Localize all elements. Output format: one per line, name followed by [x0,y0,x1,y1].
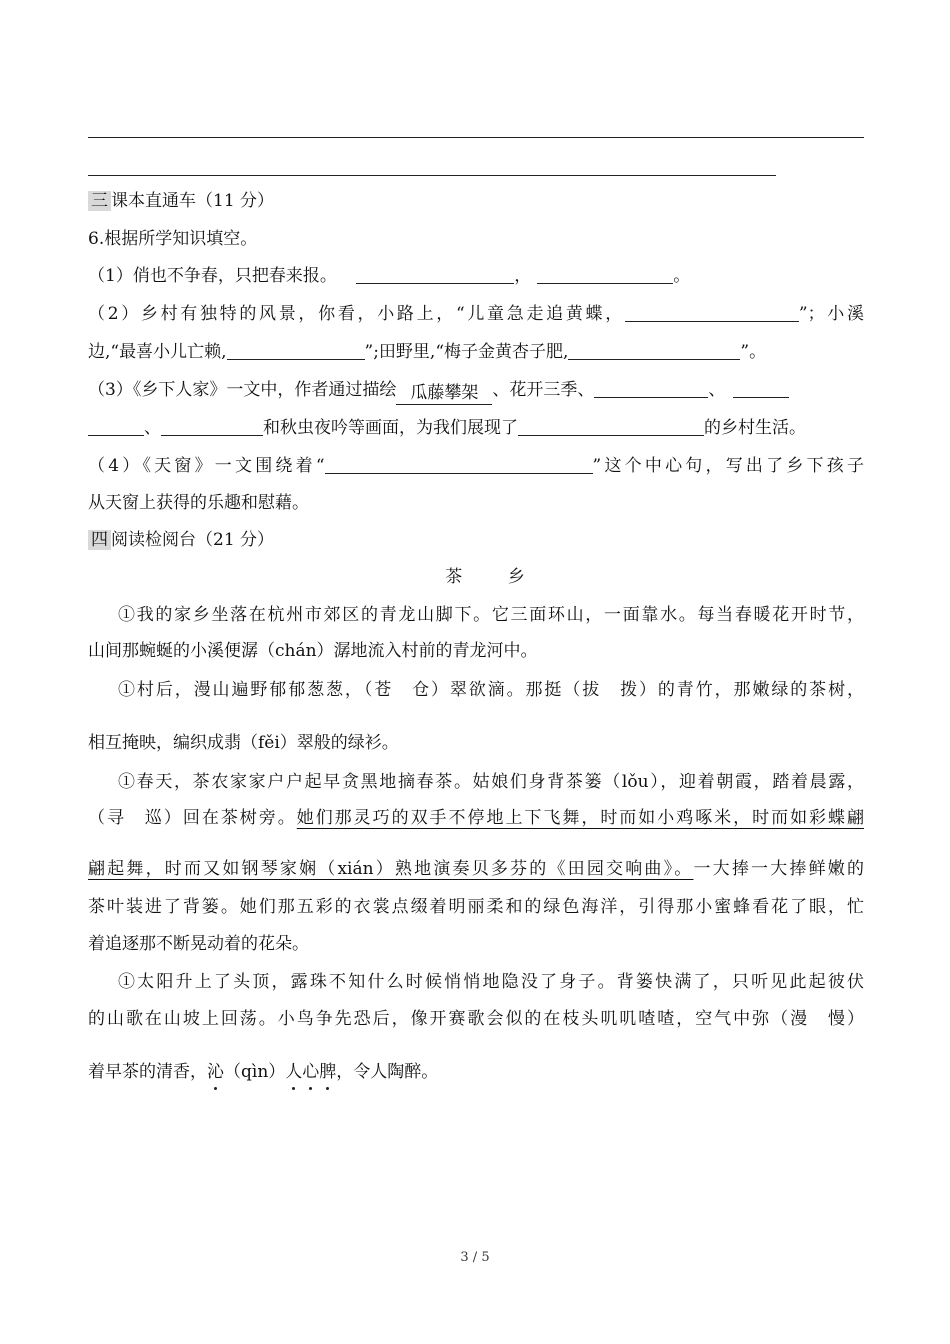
section-number: 四 [88,530,111,550]
paragraph-3-line-2: （寻 巡）回在茶树旁。她们那灵巧的双手不停地上下飞舞，时而如小鸡啄米，时而如彩蝶翩 [88,808,865,828]
page-number: 3 / 5 [460,1250,490,1265]
paragraph-4-line-3: 着早茶的清香，沁（qìn）人心脾，令人陶醉。 [88,1062,439,1082]
answer-blank[interactable] [568,341,740,360]
paragraph-3-line-5: 着追逐那不断晃动着的花朵。 [88,934,309,954]
question-6-title: 6.根据所学知识填空。 [88,229,258,249]
answer-blank[interactable] [227,341,365,360]
question-6-2-line-1: （2）乡村有独特的风景，你看，小路上，“儿童急走追黄蝶， ”；小溪 [88,304,864,324]
paragraph-1-line-1: ①我的家乡坐落在杭州市郊区的青龙山脚下。它三面环山，一面靠水。每当春暖花开时节， [118,605,864,625]
paragraph-2-line-2: 相互掩映，编织成翡（fěi）翠般的绿衫。 [88,733,399,753]
answer-blank[interactable] [518,417,704,436]
dotted-char: 脾 [319,1062,337,1082]
question-6-4-line-2: 从天窗上获得的乐趣和慰藉。 [88,493,309,513]
answer-blank[interactable] [594,379,708,398]
question-6-3-line-1: （3）《乡下人家》一文中，作者通过描绘 瓜藤攀架 、花开三季、 、 [88,379,789,405]
dotted-char: 心 [302,1062,320,1082]
passage-title: 茶 乡 [445,567,545,587]
underlined-sentence: 翩起舞，时而又如钢琴家娴（xián）熟地演奏贝多芬的《田园交响曲》。 [88,859,694,879]
section-title: 课本直通车（11 分） [111,191,275,211]
section-title: 阅读检阅台（21 分） [111,530,275,550]
paragraph-3-line-3: 翩起舞，时而又如钢琴家娴（xián）熟地演奏贝多芬的《田园交响曲》。一大捧一大捧鲜嫩的 [88,859,865,879]
answer-blank[interactable] [88,417,144,436]
answer-blank[interactable] [625,303,799,322]
paragraph-4-line-1: ①太阳升上了头顶，露珠不知什么时候悄悄地隐没了身子。背篓快满了，只听见此起彼伏 [118,972,864,992]
answer-blank[interactable] [733,379,789,398]
question-6-2-line-2: 边,“最喜小儿亡赖, ”;田野里,“梅子金黄杏子肥, ”。 [88,342,767,362]
section-number: 三 [88,191,111,211]
paragraph-2-line-1: ①村后，漫山遍野郁郁葱葱，（苍 仓）翠欲滴。那挺（拔 拨）的青竹，那嫩绿的茶树， [118,680,864,700]
dotted-char: 人 [285,1062,303,1082]
answer-blank[interactable] [161,417,263,436]
answer-line-1 [88,137,864,138]
paragraph-3-line-1: ①春天，茶农家家户户起早贪黑地摘春茶。姑娘们身背茶篓（lǒu），迎着朝霞，踏着晨露， [118,772,864,792]
answer-blank[interactable] [356,265,514,284]
underlined-sentence: 她们那灵巧的双手不停地上下飞舞，时而如小鸡啄米，时而如彩蝶翩 [296,808,865,828]
filled-answer: 瓜藤攀架 [396,382,492,405]
paragraph-1-line-2: 山间那蜿蜒的小溪便潺（chán）潺地流入村前的青龙河中。 [88,641,538,661]
section-3-header [88,190,274,212]
paragraph-3-line-4: 茶叶装进了背篓。她们那五彩的衣裳点缀着明丽柔和的绿色海洋，引得那小蜜蜂看花了眼，忙 [88,897,864,917]
question-6-1: （1）俏也不争春，只把春来报。 ， 。 [88,266,691,286]
question-6-3-line-2: 、 和秋虫夜吟等画面，为我们展现了 的乡村生活。 [88,417,806,439]
paragraph-4-line-2: 的山歌在山坡上回荡。小鸟争先恐后，像开赛歌会似的在枝头叽叽喳喳，空气中弥（漫 慢） [88,1009,864,1029]
dotted-char: 沁 [207,1062,224,1082]
answer-blank[interactable] [537,265,673,284]
section-4-header [88,529,274,551]
answer-blank[interactable] [325,455,593,474]
answer-line-2 [88,175,776,176]
question-6-4-line-1: （4）《天窗》一文围绕着“ ”这个中心句，写出了乡下孩子 [88,456,864,476]
